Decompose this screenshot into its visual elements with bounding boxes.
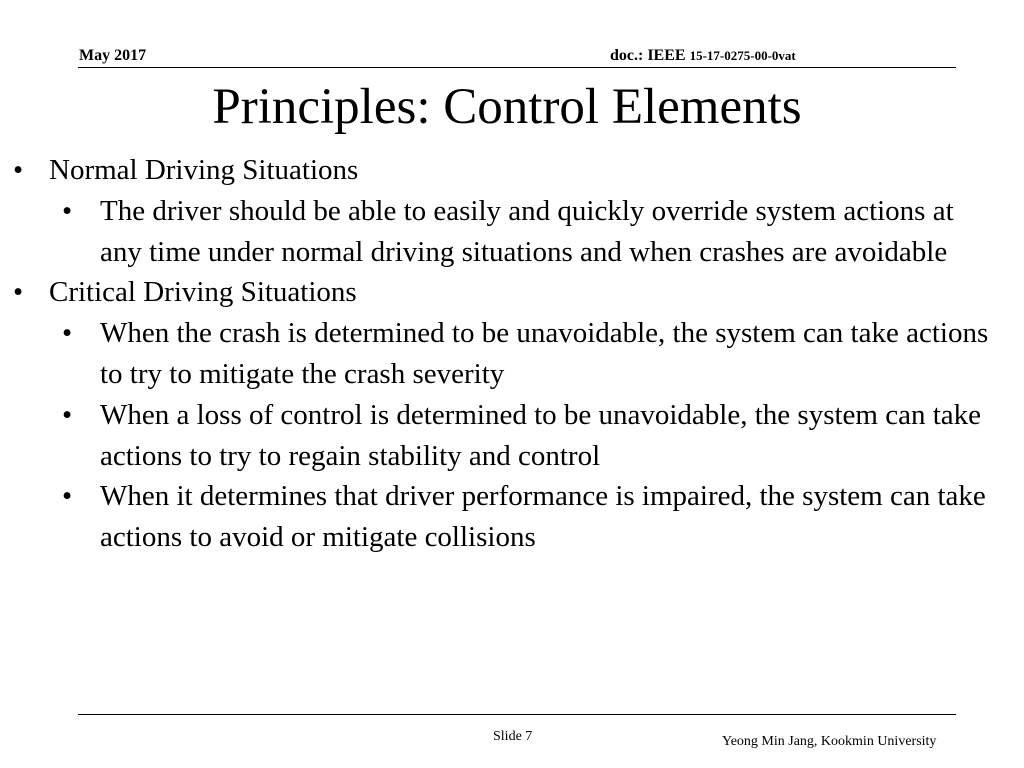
sub-bullet-crash-unavoidable	[0, 313, 990, 395]
footer-divider	[78, 714, 956, 715]
sub-bullet-marker: •	[62, 194, 73, 227]
footer-author: Yeong Min Jang, Kookmin University	[722, 734, 937, 749]
bullet-text: Normal Driving Situations	[49, 154, 359, 186]
sub-bullet-text: When the crash is determined to be unavoidable, the system can take actions to try to mitigate the crash severity	[100, 317, 989, 390]
bullet-marker: •	[13, 276, 24, 309]
sub-bullet-marker: •	[62, 480, 73, 513]
header-date: May 2017	[79, 47, 147, 64]
header-doc-label: doc.: IEEE	[610, 47, 690, 64]
sub-bullet-text: When a loss of control is determined to be unavoidable, the system can take actions to try to regain stability and control	[100, 398, 982, 472]
header-divider	[78, 67, 956, 68]
bullet-text: Critical Driving Situations	[49, 276, 357, 309]
sub-bullet-text: When it determines that driver performance is impaired, the system can take actions to avoid or mitigate collisions	[100, 480, 986, 554]
bullet-normal-driving	[0, 150, 1000, 191]
sub-bullet-loss-of-control	[0, 395, 990, 477]
slide-body	[0, 150, 1000, 558]
slide-number: Slide 7	[493, 729, 533, 744]
bullet-critical-driving	[0, 272, 1000, 313]
slide-title: Principles: Control Elements	[212, 79, 802, 135]
sub-bullet-text: The driver should be able to easily and quickly override system actions at any time under normal driving situations and when crashes are avoidable	[100, 194, 954, 268]
sub-bullet-driver-impaired	[0, 476, 990, 558]
sub-bullet-marker: •	[62, 398, 73, 431]
bullet-marker: •	[13, 154, 24, 186]
sub-bullet-override	[0, 191, 990, 273]
sub-bullet-marker: •	[62, 317, 73, 350]
header-doc-number: 15-17-0275-00-0vat	[689, 48, 796, 63]
header-doc-id	[610, 46, 796, 66]
